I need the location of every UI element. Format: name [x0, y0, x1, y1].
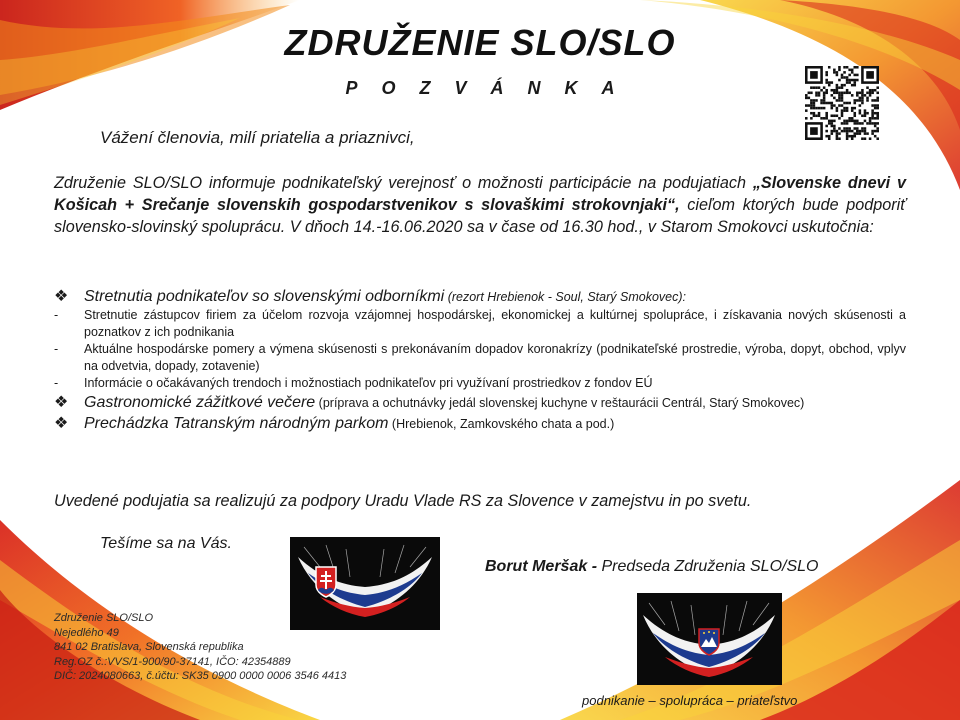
intro-part-2: cieľom ktorých bude podporiť slovensko-slovinský spoluprácu. V dňoch 14.-16.06.2020 sa v čase od 16.30 hod., v Starom Smokovci uskutočnia: [54, 196, 906, 236]
address-block [54, 611, 346, 684]
program-list [54, 286, 906, 434]
program-item-note: (príprava a ochutnávky jedál slovenskej kuchyne v reštaurácii Centrál, Starý Smokovec) [315, 396, 805, 410]
signature [485, 558, 818, 576]
slovenian-flag-wings-image [637, 593, 782, 685]
address-line: DIČ: 2024080663, č.účtu: SK35 0900 0000 0006 3546 4413 [54, 670, 347, 682]
program-subitem [54, 307, 906, 341]
intro-paragraph [54, 172, 906, 238]
dash-bullet: - [54, 308, 59, 322]
page-title: ZDRUŽENIE SLO/SLO [284, 22, 676, 63]
program-subitem [54, 341, 906, 375]
address-line: 841 02 Bratislava, Slovenská republika [54, 641, 244, 653]
address-line: Reg.OZ č.:VVS/1-900/90-37141, IČO: 42354889 [54, 655, 291, 668]
address-line: Združenie SLO/SLO [54, 612, 154, 624]
program-item-title: Prechádzka Tatranským národným parkom [84, 415, 389, 432]
dash-bullet: - [54, 342, 59, 356]
closing-line: Tešíme sa na Vás. [100, 535, 232, 552]
dash-bullet: - [54, 376, 59, 390]
program-subitem-text: Stretnutie zástupcov firiem za účelom rozvoja vzájomnej hospodárskej, ekonomickej a kultúrnej spolupráce, i získavania nových skúsenosti a poznatkov z ich podnikania [84, 308, 906, 339]
event-name: „Slovenske dnevi v Košicah + Srečanje slovenskih gospodarstvenikov s slovaškimi strokovnjaki“, [54, 174, 906, 214]
program-item-title: Gastronomické zážitkové večere [84, 394, 316, 411]
program-item [54, 393, 906, 413]
diamond-bullet-icon: ❖ [54, 415, 69, 432]
program-subitem-text: Aktuálne hospodárske pomery a výmena skúsenosti s prekonávaním dopadov koronakrízy (podnikateľské prostredie, výroba, dopyt, obchod, vplyv na odvetvia, dopady, zotavenie) [84, 342, 906, 373]
program-subitem-text: Informácie o očakávaných trendoch i možnostiach podnikateľov pri využívaní prostriedkov z fondov EÚ [84, 376, 653, 390]
program-item-title: Stretnutia podnikateľov so slovenskými odborníkmi [84, 288, 445, 305]
greeting: Vážení členovia, milí priatelia a priaznivci, [100, 128, 415, 147]
program-item [54, 287, 906, 307]
program-item-note: (rezort Hrebienok - Soul, Starý Smokovec): [444, 290, 686, 304]
signatory-name: Borut Meršak - [485, 558, 598, 575]
program-subitem [54, 375, 906, 392]
outro-paragraph: Uvedené podujatia sa realizujú za podpory Uradu Vlade RS za Slovence v zamejstvu in po svetu. [54, 492, 752, 510]
motto: podnikanie – spolupráca – priateľstvo [582, 693, 798, 708]
diamond-bullet-icon: ❖ [54, 288, 69, 305]
program-item [54, 414, 906, 434]
program-item-note: (Hrebienok, Zamkovského chata a pod.) [388, 417, 615, 431]
address-line: Nejedlého 49 [54, 626, 119, 639]
signatory-role: Predseda Združenia SLO/SLO [597, 558, 819, 575]
intro-part-1: Združenie SLO/SLO informuje podnikateľský verejnosť o možnosti participácie na podujatiach [54, 174, 753, 192]
diamond-bullet-icon: ❖ [54, 394, 69, 411]
qr-code-icon[interactable] [805, 66, 879, 140]
page-subtitle: POZVÁNKA [345, 78, 639, 98]
